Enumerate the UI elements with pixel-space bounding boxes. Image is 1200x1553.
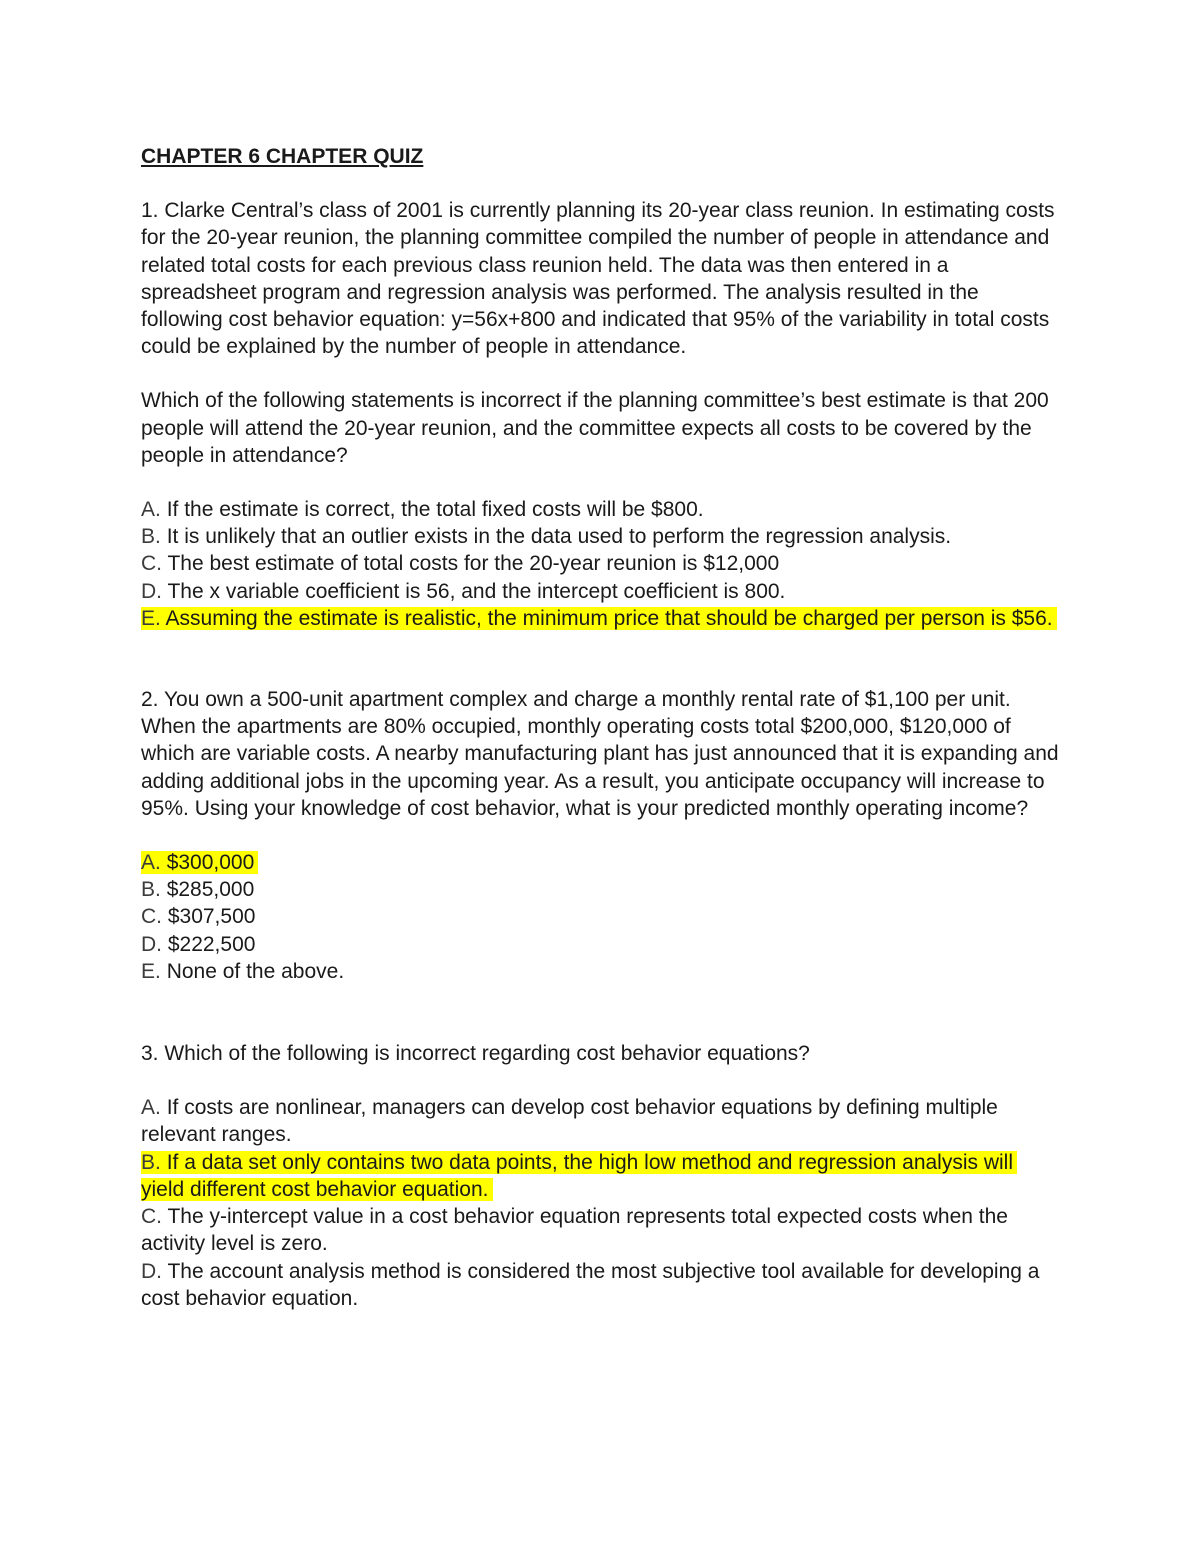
option-letter: A.	[141, 1096, 161, 1120]
option-letter: B.	[141, 1150, 161, 1174]
question-3-stem: 3. Which of the following is incorrect regarding cost behavior equations?	[141, 1042, 810, 1066]
option-letter: C.	[141, 552, 162, 576]
option-text: The best estimate of total costs for the 20-year reunion is $12,000	[167, 552, 780, 576]
option-2d	[141, 931, 1061, 958]
option-text: If a data set only contains two data points, the high low method and regression analysis will yield different cost behavior equation.	[141, 1150, 1014, 1201]
option-letter: C.	[141, 1205, 162, 1229]
option-3d	[141, 1258, 1061, 1312]
spacer	[141, 985, 1061, 1040]
option-2b	[141, 876, 1061, 903]
answer-highlight	[141, 607, 1057, 630]
option-3a	[141, 1094, 1061, 1148]
option-1b	[141, 523, 1061, 550]
option-3c	[141, 1203, 1061, 1257]
quiz-document	[141, 143, 1061, 1312]
option-text: $307,500	[167, 905, 256, 929]
option-letter: D.	[141, 932, 162, 956]
option-text: The y-intercept value in a cost behavior equation represents total expected costs when the activity level is zero.	[141, 1205, 1008, 1256]
option-text: $285,000	[166, 878, 255, 902]
option-letter: C.	[141, 905, 162, 929]
option-1c	[141, 550, 1061, 577]
answer-highlight	[141, 1151, 1017, 1201]
option-2e	[141, 958, 1061, 985]
question-1-options	[141, 496, 1061, 632]
spacer	[141, 632, 1061, 686]
option-text: None of the above.	[166, 959, 345, 983]
option-letter: B.	[141, 525, 161, 549]
question-3	[141, 1040, 1061, 1312]
answer-highlight	[141, 851, 258, 874]
question-1-stem: 1. Clarke Central’s class of 2001 is currently planning its 20-year class reunion. In estimating costs for the 20-year reunion, the planning committee compiled the number of people in attendance and related total costs for each previous class reunion held. The data was then entered in a spreadsheet program and regression analysis was performed. The analysis resulted in the following cost behavior equation: y=56x+800 and indicated that 95% of the variability in total costs could be explained by the number of people in attendance.	[141, 199, 1055, 359]
question-2-stem: 2. You own a 500-unit apartment complex and charge a monthly rental rate of $1,100 per unit. When the apartments are 80% occupied, monthly operating costs total $200,000, $120,000 of which are variable costs. A nearby manufacturing plant has just announced that it is expanding and adding additional jobs in the upcoming year. As a result, you anticipate occupancy will increase to 95%. Using your knowledge of cost behavior, what is your predicted monthly operating income?	[141, 688, 1059, 820]
option-1d	[141, 578, 1061, 605]
page-title: CHAPTER 6 CHAPTER QUIZ	[141, 145, 424, 168]
option-text: $300,000	[166, 851, 255, 875]
option-letter: B.	[141, 878, 161, 902]
option-letter: D.	[141, 579, 162, 603]
question-1-prompt: Which of the following statements is incorrect if the planning committee’s best estimate is that 200 people will attend the 20-year reunion, and the committee expects all costs to be covered by the people in attendance?	[141, 389, 1049, 467]
option-letter: E.	[141, 959, 161, 983]
option-letter: E.	[141, 606, 161, 630]
option-text: $222,500	[167, 932, 256, 956]
option-1e-highlighted-answer	[141, 605, 1061, 632]
option-2c	[141, 903, 1061, 930]
option-letter: A.	[141, 851, 161, 875]
option-3b-highlighted-answer	[141, 1149, 1061, 1203]
option-text: If the estimate is correct, the total fixed costs will be $800.	[166, 498, 704, 522]
question-3-options	[141, 1094, 1061, 1312]
option-letter: D.	[141, 1259, 162, 1283]
option-text: It is unlikely that an outlier exists in the data used to perform the regression analysis.	[166, 525, 952, 549]
question-2	[141, 686, 1061, 985]
option-text: If costs are nonlinear, managers can develop cost behavior equations by defining multiple relevant ranges.	[141, 1096, 998, 1147]
option-1a	[141, 496, 1061, 523]
option-text: The account analysis method is considered the most subjective tool available for developing a cost behavior equation.	[141, 1259, 1040, 1310]
question-1	[141, 197, 1061, 632]
option-2a-highlighted-answer	[141, 849, 1061, 876]
option-text: Assuming the estimate is realistic, the minimum price that should be charged per person is $56.	[165, 606, 1053, 630]
question-2-options	[141, 849, 1061, 985]
option-text: The x variable coefficient is 56, and the intercept coefficient is 800.	[167, 579, 786, 603]
option-letter: A.	[141, 498, 161, 522]
